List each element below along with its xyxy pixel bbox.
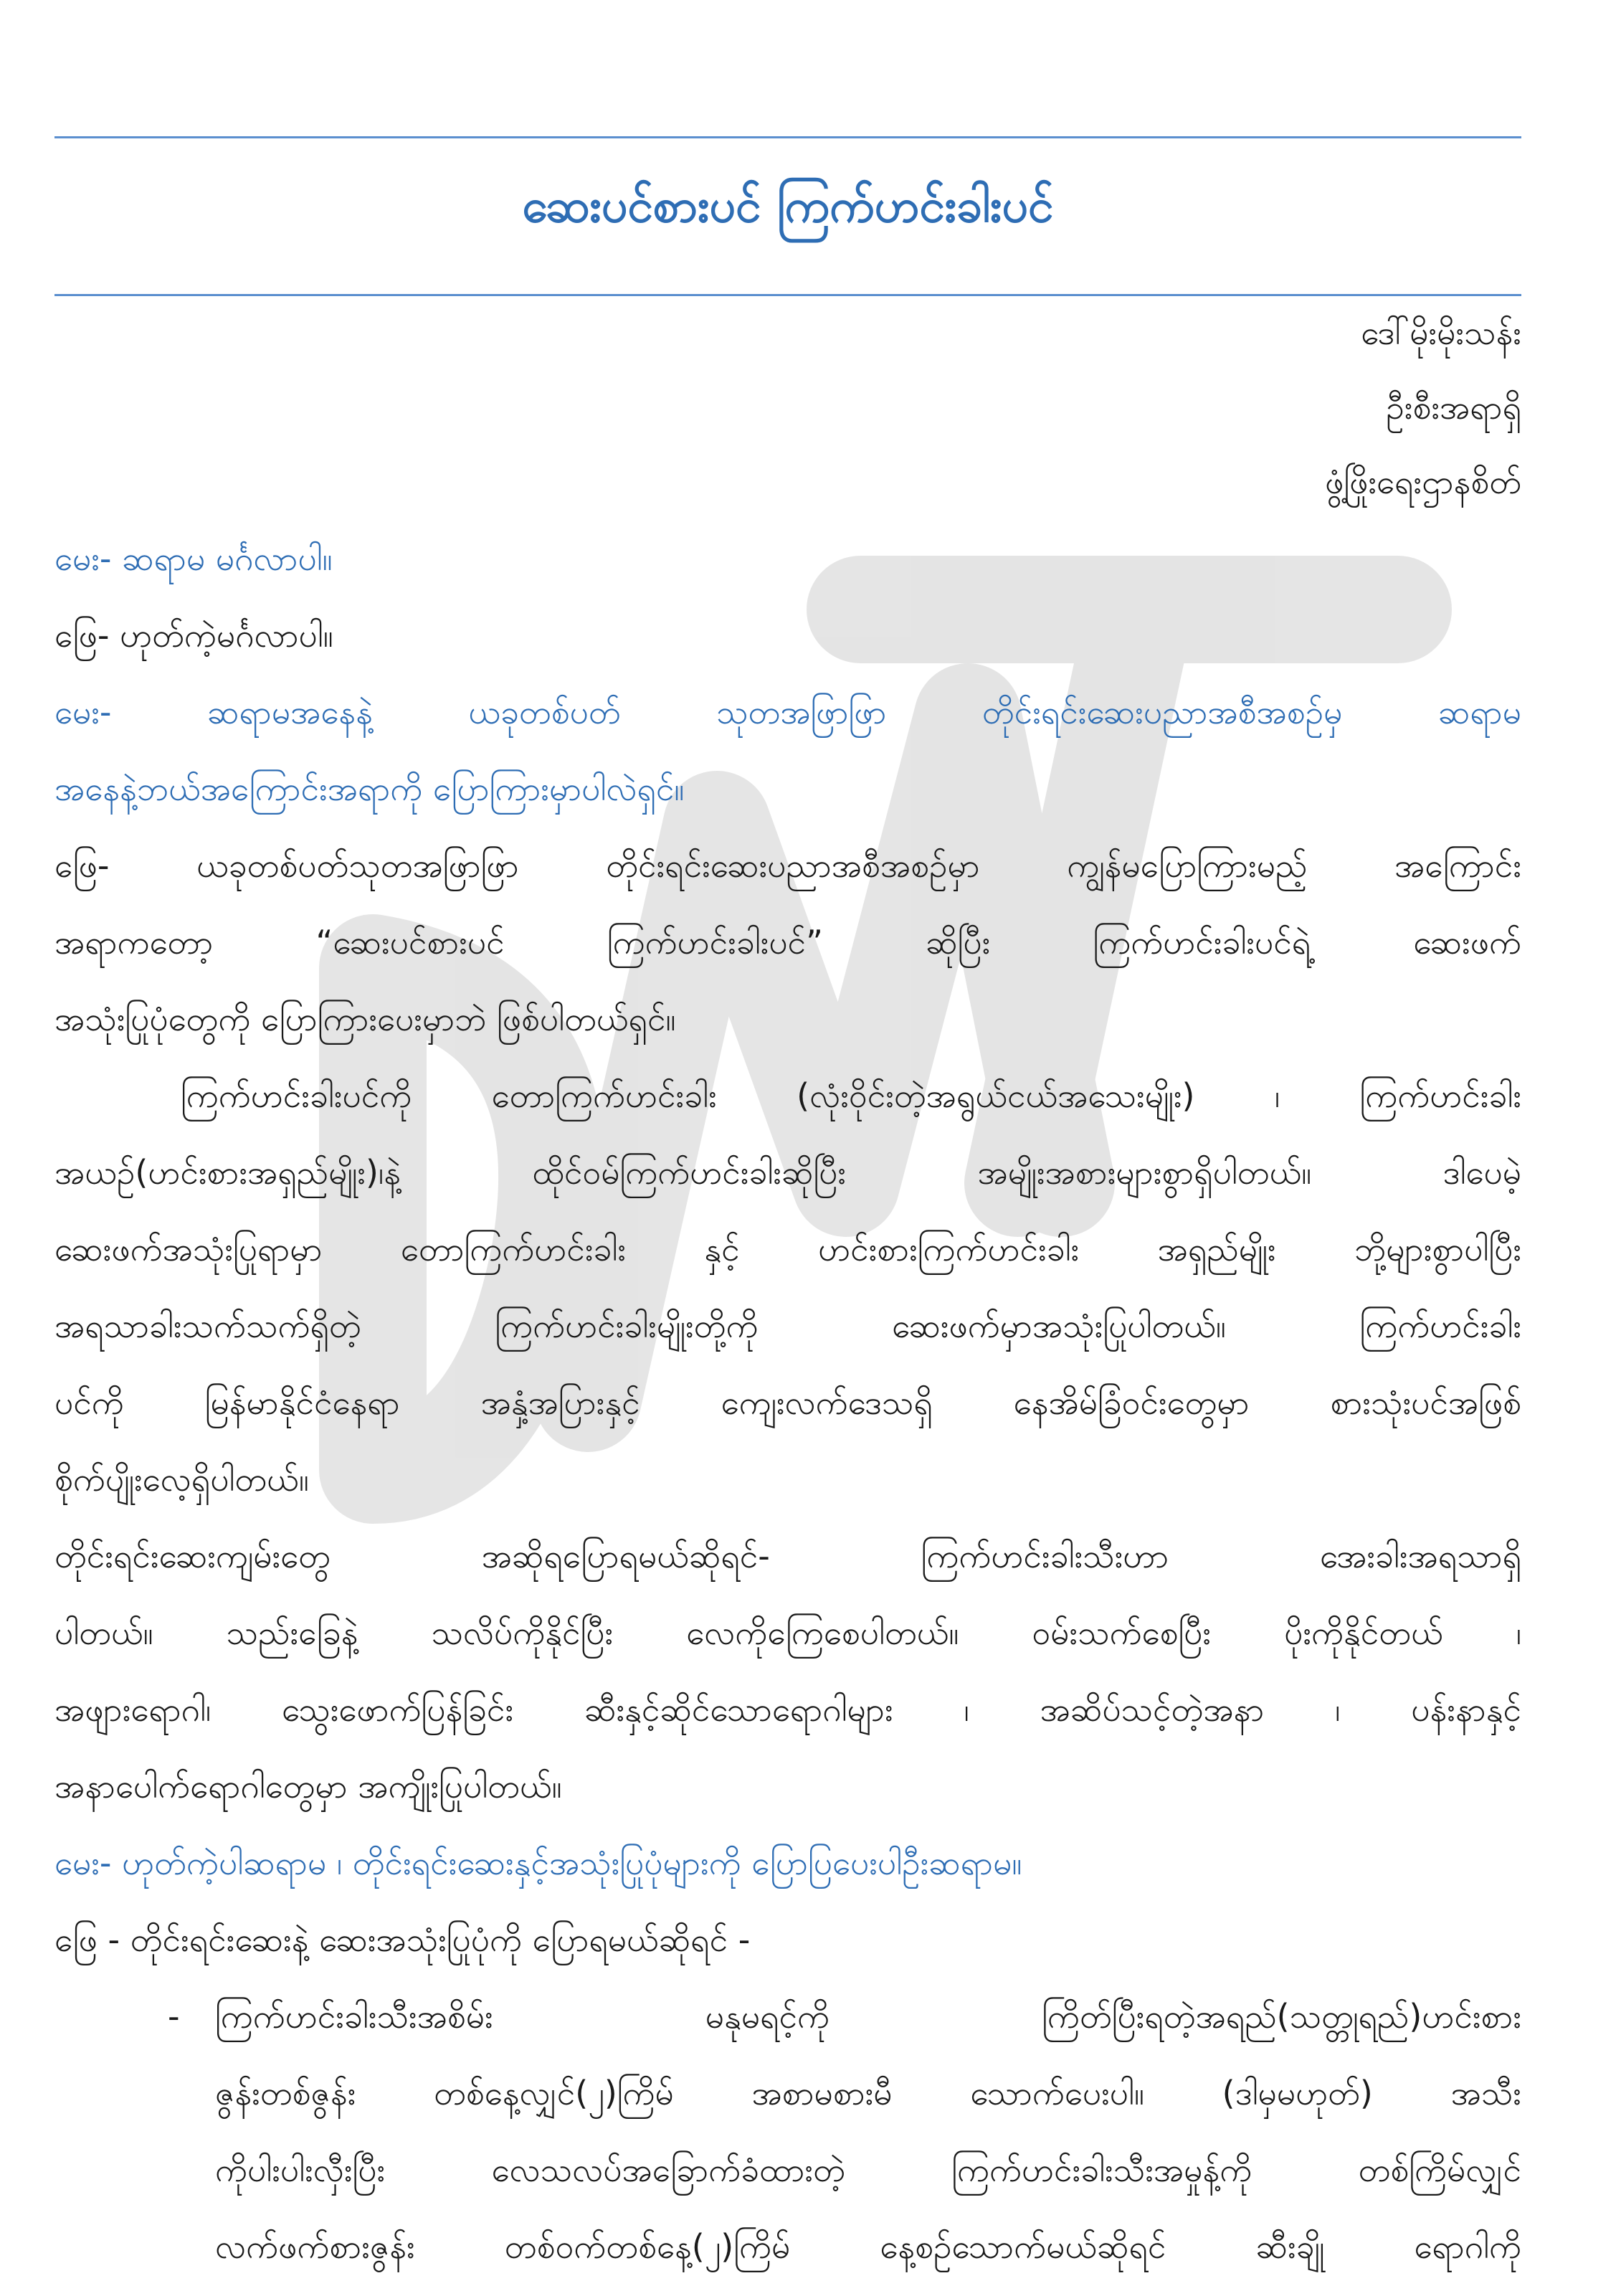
answer-line: အသုံးပြုပုံတွေကို ပြောကြားပေးမှာဘဲ ဖြစ်ပါတယ်ရှင်။ [54, 1000, 676, 1038]
author-department: ဖွံ့ဖြိုးရေးဌာနစိတ် [1325, 462, 1521, 501]
document-title: ဆေးပင်စားပင် ကြက်ဟင်းခါးပင် [522, 180, 1054, 233]
bullet-continuation-line: ကိုပါးပါးလှီးပြီး လေသလပ်အခြောက်ခံထားတဲ့ ကြက်ဟင်းခါးသီးအမှုန့်ကို တစ်ကြိမ်လျှင် [215, 2150, 1521, 2189]
paragraph-line: စိုက်ပျိုးလေ့ရှိပါတယ်။ [54, 1460, 309, 1499]
paragraph-line: အရသာခါးသက်သက်ရှိတဲ့ ကြက်ဟင်းခါးမျိုးတို့ကို ဆေးဖက်မှာအသုံးပြုပါတယ်။ ကြက်ဟင်းခါး [54, 1306, 1521, 1345]
bullet-text: ကြက်ဟင်းခါးသီးအစိမ်း မနုမရင့်ကို ကြိတ်ပြီးရတဲ့အရည်(သတ္တုရည်)ဟင်းစား [215, 1997, 1521, 2036]
question-line: မေး- ဆရာမ မင်္ဂလာပါ။ [54, 539, 333, 578]
answer-line: အရာကတော့ “ဆေးပင်စားပင် ကြက်ဟင်းခါးပင်” ဆိုပြီး ကြက်ဟင်းခါးပင်ရဲ့ ဆေးဖက် [54, 923, 1521, 962]
paragraph-line: ပါတယ်။ သည်းခြေနဲ့ သလိပ်ကိုနိုင်ပြီး လေကိုကြေစေပါတယ်။ ဝမ်းသက်စေပြီး ပိုးကိုနိုင်တယ် ၊ [54, 1613, 1521, 1652]
paragraph-line: ဆေးဖက်အသုံးပြုရာမှာ တောကြက်ဟင်းခါး နှင့် ဟင်းစားကြက်ဟင်းခါး အရှည်မျိုး ဘို့များစွာပါပြီး [54, 1230, 1521, 1268]
bullet-continuation-line: ဇွန်းတစ်ဇွန်း တစ်နေ့လျှင်(၂)ကြိမ် အစာမစားမီ သောက်ပေးပါ။ (ဒါမှမဟုတ်) အသီး [215, 2074, 1521, 2112]
author-block [1325, 295, 1521, 519]
paragraph-line: ကြက်ဟင်းခါးပင်ကို တောကြက်ဟင်းခါး (လုံးဝိုင်းတဲ့အရွယ်ငယ်အသေးမျိုး) ၊ ကြက်ဟင်းခါး [181, 1076, 1521, 1115]
top-rule [54, 136, 1521, 138]
paragraph-line: ပင်ကို မြန်မာနိုင်ငံနေရာ အနှံ့အပြားနှင့် ကျေးလက်ဒေသရှိ နေအိမ်ခြံဝင်းတွေမှာ စားသုံးပင်အဖြစ် [54, 1383, 1521, 1422]
question-line: မေး- ဆရာမအနေနဲ့ ယခုတစ်ပတ် သုတအဖြာဖြာ တိုင်းရင်းဆေးပညာအစီအစဉ်မှ ဆရာမ [54, 693, 1521, 731]
question-line: မေး- ဟုတ်ကဲ့ပါဆရာမ ၊ တိုင်းရင်းဆေးနှင့်အသုံးပြုပုံများကို ပြောပြပေးပါဦးဆရာမ။ [54, 1844, 1022, 1882]
answer-line: ဖြေ- ဟုတ်ကဲ့မင်္ဂလာပါ။ [54, 616, 333, 655]
paragraph-line: အဖျားရောဂါ၊ သွေးဖောက်ပြန်ခြင်း ဆီးနှင့်ဆိုင်သောရောဂါများ ၊ အဆိပ်သင့်တဲ့အနာ ၊ ပန်းနာနှင့် [54, 1690, 1521, 1729]
paragraph-line: တိုင်းရင်းဆေးကျမ်းတွေ အဆိုရပြောရမယ်ဆိုရင်- ကြက်ဟင်းခါးသီးဟာ အေးခါးအရသာရှိ [54, 1537, 1521, 1575]
answer-line: ဖြေ - တိုင်းရင်းဆေးနဲ့ ဆေးအသုံးပြုပုံကို ပြောရမယ်ဆိုရင် - [54, 1920, 751, 1959]
title-rule [54, 294, 1521, 296]
question-line: အနေနဲ့ဘယ်အကြောင်းအရာကို ပြောကြားမှာပါလဲရှင်။ [54, 769, 685, 808]
paragraph-line: အနာပေါက်ရောဂါတွေမှာ အကျိုးပြုပါတယ်။ [54, 1767, 562, 1806]
interview-body [54, 521, 1521, 2285]
author-position: ဦးစီးအရာရှိ [1386, 388, 1521, 427]
answer-line: ဖြေ- ယခုတစ်ပတ်သုတအဖြာဖြာ တိုင်းရင်းဆေးပညာအစီအစဉ်မှာ ကျွန်မပြောကြားမည့် အကြောင်း [54, 846, 1521, 885]
author-name: ဒေါ်မိုးမိုးသန်း [1361, 313, 1521, 352]
paragraph-line: အယဉ်(ဟင်းစားအရှည်မျိုး)၊နဲ့ ထိုင်ဝမ်ကြက်ဟင်းခါးဆိုပြီး အမျိုးအစားများစွာရှိပါတယ်။ ဒါပေမဲ့ [54, 1153, 1521, 1192]
bullet-continuation-line: လက်ဖက်စားဇွန်း တစ်ဝက်တစ်နေ့(၂)ကြိမ် နေ့စဉ်သောက်မယ်ဆိုရင် ဆီးချို ရောဂါကို [215, 2227, 1521, 2266]
bullet-dash: - [168, 1997, 180, 2036]
bullet-item-line [54, 1978, 1521, 2055]
